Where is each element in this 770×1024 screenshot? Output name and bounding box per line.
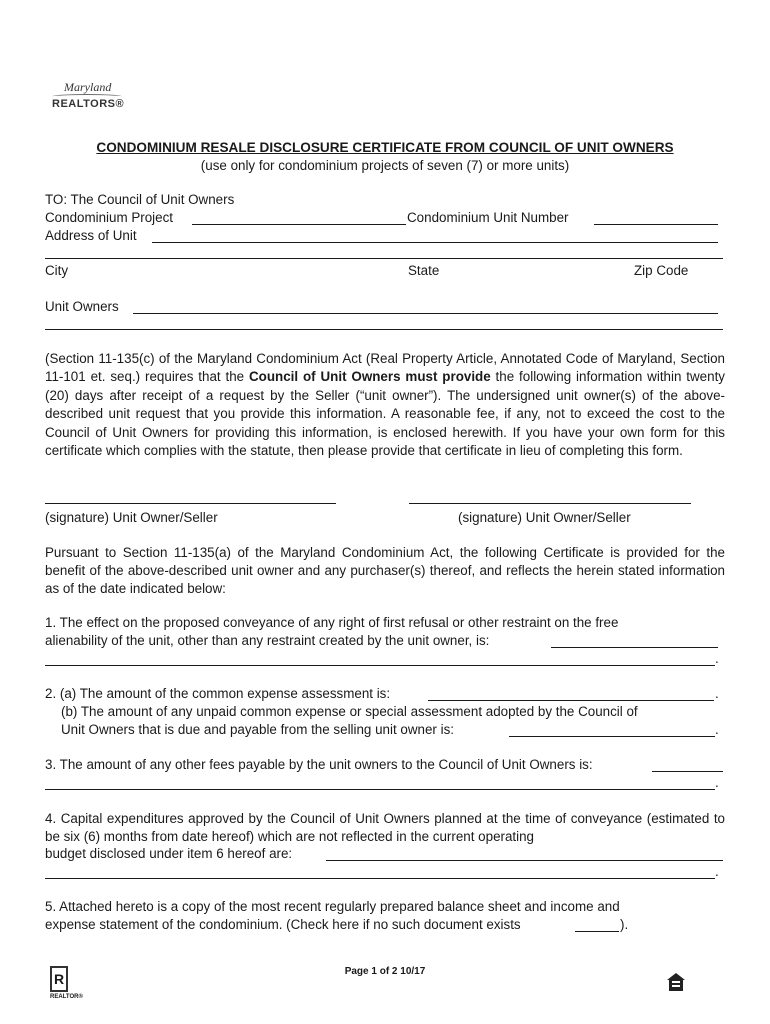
project-field[interactable] xyxy=(192,224,406,225)
document-subtitle: (use only for condominium projects of seven (7) or more units) xyxy=(200,158,570,173)
unit-number-label: Condominium Unit Number xyxy=(407,210,573,225)
item-3: 3. The amount of any other fees payable by the unit owners to the Council of Unit Owners is: xyxy=(45,757,597,772)
owners-label: Unit Owners xyxy=(45,299,123,314)
item-1-field-2[interactable] xyxy=(45,665,715,666)
city-label: City xyxy=(45,263,69,278)
address-field[interactable] xyxy=(152,242,718,243)
intro-paragraph xyxy=(45,350,725,460)
signature-line-left[interactable] xyxy=(45,503,336,504)
owners-field[interactable] xyxy=(133,313,718,314)
logo-wordmark: REALTORS® xyxy=(52,98,125,110)
realtor-label: REALTOR® xyxy=(50,994,83,1000)
item-1-field[interactable] xyxy=(551,647,718,648)
item-5-checkbox-field[interactable] xyxy=(575,931,619,932)
item-5-end: ). xyxy=(620,917,629,932)
item-3-field[interactable] xyxy=(652,771,723,772)
zip-label: Zip Code xyxy=(634,263,689,278)
equal-housing-icon xyxy=(666,972,686,992)
item-1-line-2: alienability of the unit, other than any restraint created by the unit owner, is: xyxy=(45,633,494,648)
item-5-text: 5. Attached hereto is a copy of the most recent regularly prepared balance sheet and income and xyxy=(45,899,620,914)
document-title: CONDOMINIUM RESALE DISCLOSURE CERTIFICATE FROM COUNCIL OF UNIT OWNERS xyxy=(96,140,674,155)
item-2a: 2. (a) The amount of the common expense assessment is: xyxy=(45,686,394,701)
item-1-line-1: 1. The effect on the proposed conveyance of any right of first refusal or other restraint on the free xyxy=(45,615,619,630)
item-3-period: . xyxy=(715,775,719,790)
item-2b-field[interactable] xyxy=(509,736,715,737)
page-footer: Page 1 of 2 10/17 xyxy=(344,966,426,977)
signature-label-right: (signature) Unit Owner/Seller xyxy=(458,510,631,525)
project-label: Condominium Project xyxy=(45,210,177,225)
signature-label-left: (signature) Unit Owner/Seller xyxy=(45,510,218,525)
item-3-field-2[interactable] xyxy=(45,789,715,790)
item-4-field[interactable] xyxy=(326,860,723,861)
unit-number-field[interactable] xyxy=(594,224,718,225)
address-label: Address of Unit xyxy=(45,228,141,243)
item-5-last: expense statement of the condominium. (Check here if no such document exists xyxy=(45,917,525,932)
state-label: State xyxy=(408,263,440,278)
item-4-text: 4. Capital expenditures approved by the Council of Unit Owners planned at the time of conveyance (estimated to be six (6) months from date hereof) which are not reflected in the current operating xyxy=(45,811,725,844)
intro-text-1: (Section 11-135(c) of the Maryland Condominium Act (Real Property Article, Annotated Code of Maryland, Section 11-101 et. seq.) requires that the xyxy=(45,351,725,385)
to-line: TO: The Council of Unit Owners xyxy=(45,192,235,207)
item-4-last: budget disclosed under item 6 hereof are: xyxy=(45,846,296,861)
address-field-2[interactable] xyxy=(45,258,723,259)
logo-script: Maryland xyxy=(64,80,112,94)
item-1-period: . xyxy=(715,651,719,666)
realtor-r-logo: R xyxy=(50,966,68,992)
item-2b-period: . xyxy=(715,722,719,737)
intro-text-2: the following information within twenty (20) days after receipt of a request by the Seller (“unit owner”). The undersigned unit owner(s) of the above-described unit request that you provide this information. A reasonable fee, if any, not to exceed the cost to the Council of Unit Owners for providing this information, is enclosed herewith. If you have your own form for this certificate which complies with the statute, then please provide that certificate in lieu of completing this form. xyxy=(45,369,725,459)
item-4-field-2[interactable] xyxy=(45,878,715,879)
item-2a-period: . xyxy=(715,686,719,701)
item-2b-line-1: (b) The amount of any unpaid common expense or special assessment adopted by the Council of xyxy=(61,704,638,719)
item-4-period: . xyxy=(715,864,719,879)
intro-bold: Council of Unit Owners must provide xyxy=(249,369,491,385)
item-2a-field[interactable] xyxy=(428,700,714,701)
maryland-realtors-logo xyxy=(50,80,124,120)
item-2b-line-2: Unit Owners that is due and payable from the selling unit owner is: xyxy=(61,722,458,737)
pursuant-paragraph: Pursuant to Section 11-135(a) of the Maryland Condominium Act, the following Certificate is provided for the benefit of the above-described unit owner and any purchaser(s) thereof, and reflects the herein stated information as of the date indicated below: xyxy=(45,545,725,596)
owners-field-2[interactable] xyxy=(45,329,723,330)
signature-line-right[interactable] xyxy=(409,503,691,504)
